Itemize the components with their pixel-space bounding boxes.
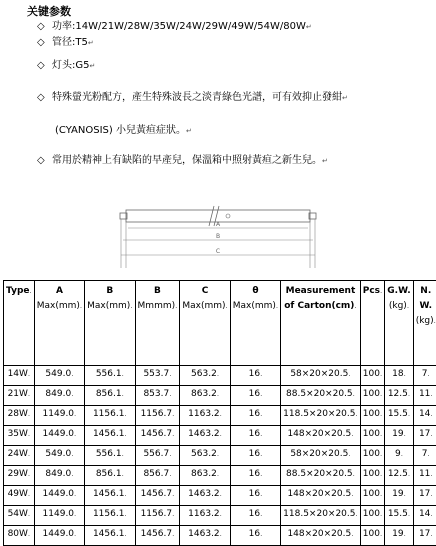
header-carton: Measurement of Carton(cm). <box>281 281 361 366</box>
diamond-bullet-icon: ◇ <box>37 21 52 32</box>
table-cell: 88.5×20×20.5. <box>281 466 361 486</box>
table-row <box>4 406 436 426</box>
header-pcs: Pcs. <box>360 281 385 366</box>
lamp-dimension-diagram <box>118 198 318 272</box>
bullet-phosphor-continued: (CYANOSIS) 小兒黃疸症狀。↵ <box>55 121 192 136</box>
table-cell: 1456.1. <box>85 486 135 506</box>
table-cell: 29W. <box>4 466 35 486</box>
table-cell: 24W. <box>4 446 35 466</box>
table-cell: 100. <box>360 386 385 406</box>
table-cell: 853.7. <box>135 386 180 406</box>
table-cell: 553.7. <box>135 366 180 386</box>
table-cell: 100. <box>360 366 385 386</box>
table-cell: 15.5. <box>385 406 413 426</box>
table-cell: 1163.2. <box>180 506 230 526</box>
table-cell: 11. <box>413 386 436 406</box>
bullet-text: (CYANOSIS) 小兒黃疸症狀。 <box>55 125 186 136</box>
table-cell: 1456.7. <box>135 486 180 506</box>
table-cell: 12.5. <box>385 386 413 406</box>
table-cell: 849.0. <box>34 386 84 406</box>
table-cell: 148×20×20.5. <box>281 526 361 546</box>
table-header-row <box>4 281 436 366</box>
table-cell: 16. <box>230 426 280 446</box>
bullet-text: 常用於精神上有缺陷的早產兒，保溫箱中照射黃疸之新生兒。 <box>52 155 322 166</box>
table-cell: 1149.0. <box>34 406 84 426</box>
dimension-c-label: C <box>216 248 220 255</box>
table-cell: 1449.0. <box>34 486 84 506</box>
table-cell: 1456.1. <box>85 426 135 446</box>
table-cell: 18. <box>385 366 413 386</box>
table-cell: 80W. <box>4 526 35 546</box>
dimension-b-label: B <box>216 233 220 240</box>
table-cell: 88.5×20×20.5. <box>281 386 361 406</box>
header-type: Type. <box>4 281 35 366</box>
table-row <box>4 426 436 446</box>
table-cell: 863.2. <box>180 466 230 486</box>
diamond-bullet-icon: ◇ <box>37 155 52 166</box>
header-b-max: B Max(mm). <box>85 281 135 366</box>
table-row <box>4 446 436 466</box>
table-cell: 19. <box>385 526 413 546</box>
table-row <box>4 506 436 526</box>
diamond-bullet-icon: ◇ <box>37 92 52 103</box>
table-cell: 16. <box>230 466 280 486</box>
table-cell: 1456.7. <box>135 426 180 446</box>
table-cell: 1463.2. <box>180 486 230 506</box>
table-cell: 549.0. <box>34 446 84 466</box>
dimension-a-label: A <box>216 221 221 228</box>
table-cell: 16. <box>230 526 280 546</box>
header-theta: θ Max(mm). <box>230 281 280 366</box>
table-cell: 863.2. <box>180 386 230 406</box>
header-a: A Max(mm). <box>34 281 84 366</box>
table-cell: 14. <box>413 406 436 426</box>
table-cell: 7. <box>413 366 436 386</box>
header-c: C Max(mm). <box>180 281 230 366</box>
bullet-tube-diameter: ◇ 管径:T5↵ <box>37 33 94 48</box>
header-gw: G.W. (kg). <box>385 281 413 366</box>
table-cell: 118.5×20×20.5. <box>281 506 361 526</box>
header-nw: N. W. (kg). <box>413 281 436 366</box>
table-cell: 148×20×20.5. <box>281 426 361 446</box>
table-cell: 100. <box>360 526 385 546</box>
bullet-power: ◇ 功率:14W/21W/28W/35W/24W/29W/49W/54W/80W↵ <box>37 17 312 32</box>
table-cell: 1463.2. <box>180 526 230 546</box>
table-cell: 19. <box>385 486 413 506</box>
table-cell: 549.0. <box>34 366 84 386</box>
table-cell: 100. <box>360 486 385 506</box>
table-row <box>4 466 436 486</box>
table-cell: 15.5. <box>385 506 413 526</box>
table-cell: 16. <box>230 486 280 506</box>
table-cell: 1449.0. <box>34 426 84 446</box>
table-cell: 856.1. <box>85 466 135 486</box>
table-row <box>4 526 436 546</box>
table-row <box>4 386 436 406</box>
table-cell: 100. <box>360 406 385 426</box>
table-cell: 556.1. <box>85 366 135 386</box>
table-cell: 118.5×20×20.5. <box>281 406 361 426</box>
bullet-text: 管径:T5 <box>52 37 88 48</box>
table-cell: 14W. <box>4 366 35 386</box>
table-cell: 100. <box>360 506 385 526</box>
table-row <box>4 366 436 386</box>
table-cell: 100. <box>360 466 385 486</box>
table-cell: 58×20×20.5. <box>281 366 361 386</box>
table-cell: 19. <box>385 426 413 446</box>
table-cell: 1156.1. <box>85 406 135 426</box>
table-cell: 1149.0. <box>34 506 84 526</box>
table-cell: 17. <box>413 426 436 446</box>
table-cell: 100. <box>360 446 385 466</box>
table-cell: 21W. <box>4 386 35 406</box>
table-cell: 16. <box>230 386 280 406</box>
table-cell: 556.7. <box>135 446 180 466</box>
bullet-text: 功率:14W/21W/28W/35W/24W/29W/49W/54W/80W <box>52 21 306 32</box>
table-cell: 16. <box>230 366 280 386</box>
bullet-lamp-base: ◇ 灯头:G5↵ <box>37 56 95 71</box>
table-cell: 1156.1. <box>85 506 135 526</box>
table-cell: 49W. <box>4 486 35 506</box>
table-cell: 856.7. <box>135 466 180 486</box>
bullet-text: 灯头:G5 <box>52 60 89 71</box>
table-cell: 9. <box>385 446 413 466</box>
table-cell: 14. <box>413 506 436 526</box>
table-cell: 17. <box>413 526 436 546</box>
table-cell: 100. <box>360 426 385 446</box>
table-cell: 1456.1. <box>85 526 135 546</box>
table-row <box>4 486 436 506</box>
table-cell: 54W. <box>4 506 35 526</box>
table-cell: 1163.2. <box>180 406 230 426</box>
diamond-bullet-icon: ◇ <box>37 37 52 48</box>
table-cell: 563.2. <box>180 366 230 386</box>
section-title: 关键参数 <box>27 3 71 19</box>
table-cell: 1449.0. <box>34 526 84 546</box>
table-cell: 17. <box>413 486 436 506</box>
table-cell: 11. <box>413 466 436 486</box>
table-cell: 1456.7. <box>135 526 180 546</box>
table-cell: 7. <box>413 446 436 466</box>
bullet-text: 特殊螢光粉配方，產生特殊波長之淡青綠色光譜，可有效抑止發紺 <box>52 92 342 103</box>
header-b-min: B Mmmm). <box>135 281 180 366</box>
spec-table <box>3 280 436 546</box>
diamond-bullet-icon: ◇ <box>37 60 52 71</box>
table-cell: 28W. <box>4 406 35 426</box>
table-cell: 849.0. <box>34 466 84 486</box>
table-cell: 12.5. <box>385 466 413 486</box>
table-cell: 16. <box>230 446 280 466</box>
table-cell: 556.1. <box>85 446 135 466</box>
table-cell: 1463.2. <box>180 426 230 446</box>
table-cell: 148×20×20.5. <box>281 486 361 506</box>
table-cell: 856.1. <box>85 386 135 406</box>
bullet-usage: ◇ 常用於精神上有缺陷的早產兒，保溫箱中照射黃疸之新生兒。↵ <box>37 151 328 166</box>
table-cell: 1156.7. <box>135 506 180 526</box>
table-cell: 1156.7. <box>135 406 180 426</box>
table-cell: 35W. <box>4 426 35 446</box>
table-cell: 58×20×20.5. <box>281 446 361 466</box>
table-cell: 563.2. <box>180 446 230 466</box>
bullet-phosphor: ◇ 特殊螢光粉配方，產生特殊波長之淡青綠色光譜，可有效抑止發紺↵ <box>37 88 348 103</box>
table-cell: 16. <box>230 406 280 426</box>
table-cell: 16. <box>230 506 280 526</box>
